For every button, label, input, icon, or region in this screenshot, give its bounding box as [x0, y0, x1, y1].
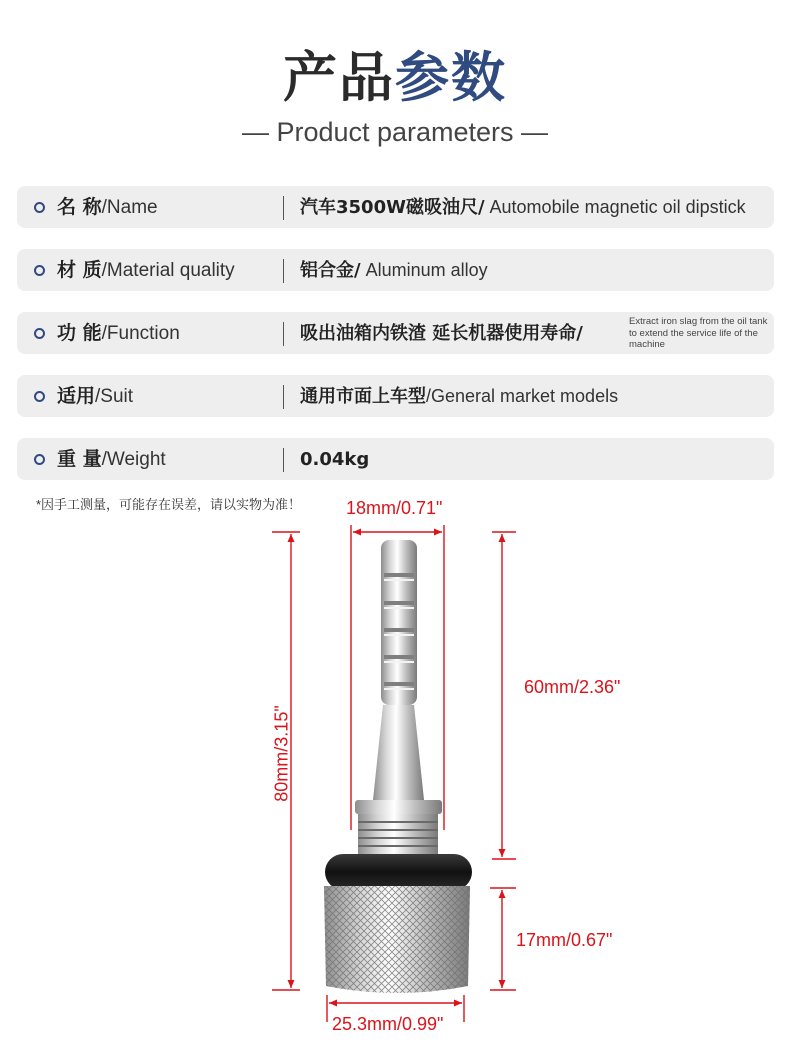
dimension-stem-length: 60mm/2.36" — [524, 677, 621, 697]
param-label: 重 量/Weight — [57, 448, 166, 470]
param-value-small: Extract iron slag from the oil tank to extend the service life of the machine — [629, 316, 768, 350]
title-part2: 参数 — [395, 46, 507, 109]
param-value: 汽车3500W磁吸油尺/ Automobile magnetic oil dipstick — [300, 197, 746, 218]
param-label: 材 质/Material quality — [57, 259, 235, 281]
measurement-note: *因手工测量，可能存在误差，请以实物为准！ — [36, 497, 302, 512]
param-label: 名 称/Name — [57, 196, 158, 218]
dimension-cap-height: 17mm/0.67" — [516, 930, 613, 950]
param-value: 通用市面上车型/General market models — [300, 386, 619, 407]
param-label: 适用/Suit — [57, 385, 134, 407]
param-value: 铝合金/ Aluminum alloy — [300, 260, 488, 281]
rod-part — [381, 540, 417, 705]
dimension-cap-diameter: 25.3mm/0.99" — [332, 1014, 444, 1034]
o-ring — [325, 854, 472, 890]
param-value: 吸出油箱内铁渣 延长机器使用寿命/ — [300, 323, 583, 344]
title-part1: 产品 — [283, 46, 395, 109]
param-label: 功 能/Function — [57, 322, 180, 344]
param-value: 0.04kg — [300, 449, 370, 470]
page-subtitle: — Product parameters — — [241, 117, 549, 147]
dimension-top-width: 18mm/0.71" — [346, 498, 443, 518]
dimension-total-height: 80mm/3.15" — [271, 705, 292, 802]
